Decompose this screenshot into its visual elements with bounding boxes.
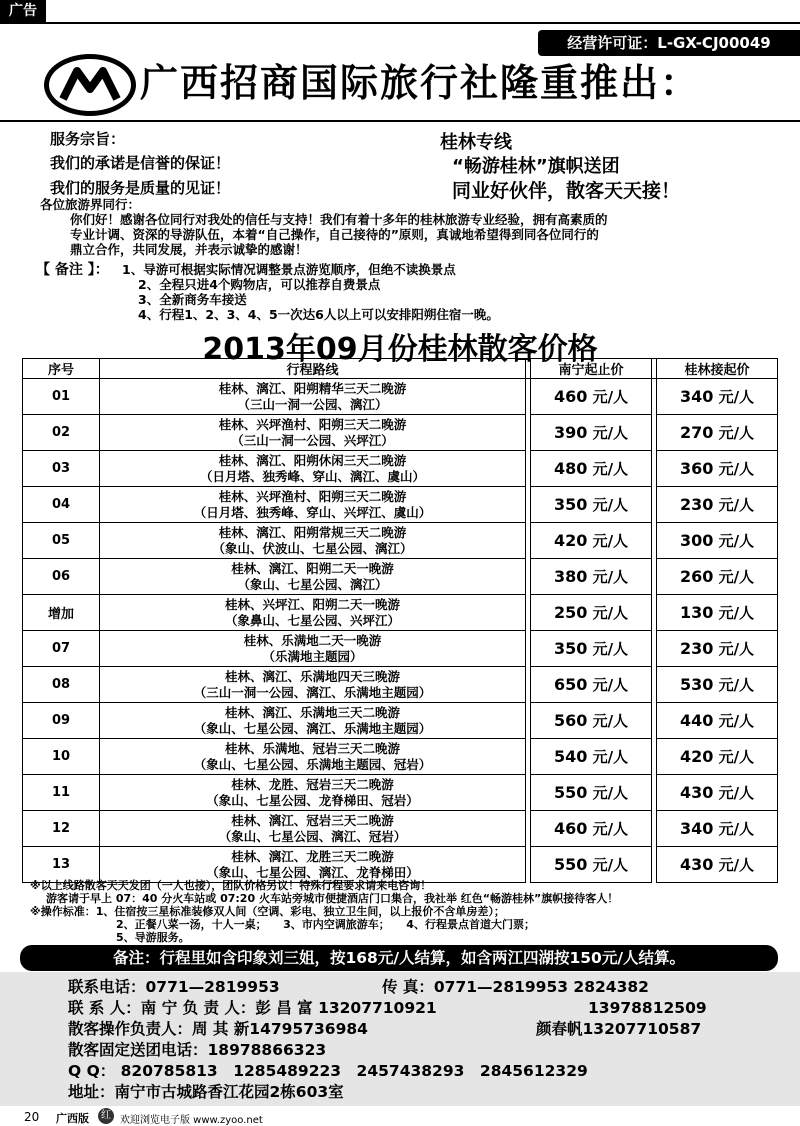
route-line-1: 桂林、乐满地、冠岩三天二晚游 bbox=[224, 740, 400, 756]
table-row bbox=[23, 775, 778, 811]
price-value: 340 bbox=[679, 819, 714, 838]
guilin-price bbox=[657, 811, 778, 847]
price-unit: 元/人 bbox=[713, 532, 755, 550]
nanning-price bbox=[531, 379, 652, 415]
route-line-1: 桂林、兴坪渔村、阳朔三天二晚游 bbox=[218, 416, 407, 432]
contact-fax: 传 真：0771—2819953 2824382 bbox=[382, 978, 649, 996]
price-value: 420 bbox=[679, 747, 714, 766]
row-route bbox=[100, 379, 526, 415]
price-table bbox=[22, 358, 778, 883]
route-line-1: 桂林、龙胜、冠岩三天二晚游 bbox=[231, 776, 394, 792]
route-line-2: （象山、七星公园、漓江） bbox=[237, 576, 388, 592]
table-header-row bbox=[23, 359, 778, 379]
top-bar bbox=[0, 0, 800, 24]
footnote-1: ※以上线路散客天天发团（一人也接），团队价格另议！特殊行程要求请来电咨询！ bbox=[30, 879, 432, 892]
price-title: 2013年09月份桂林散客价格 bbox=[202, 332, 598, 367]
guilin-price bbox=[657, 379, 778, 415]
row-number: 05 bbox=[23, 523, 100, 559]
guilin-price bbox=[657, 739, 778, 775]
route-line-1: 桂林、兴坪渔村、阳朔三天二晚游 bbox=[218, 488, 407, 504]
row-route bbox=[100, 667, 526, 703]
price-value: 480 bbox=[553, 459, 588, 478]
route-line-1: 桂林、兴坪江、阳朔二天一晚游 bbox=[224, 596, 400, 612]
route-line-1: 桂林、漓江、阳朔常规三天二晚游 bbox=[218, 524, 407, 540]
remark-bar: 备注：行程里如含印象刘三姐，按168元/人结算，如含两江四湖按150元/人结算。 bbox=[20, 945, 778, 971]
intro-line-1: 你们好！感谢各位同行对我处的信任与支持！我们有着十多年的桂林旅游专业经验，拥有高素质的 bbox=[70, 212, 608, 227]
route-line-2: （象鼻山、七星公园、兴坪江） bbox=[224, 612, 400, 628]
guilin-price bbox=[657, 703, 778, 739]
route-line-2: （三山一洞一公园、漓江） bbox=[237, 396, 388, 412]
table-row bbox=[23, 811, 778, 847]
table-row bbox=[23, 667, 778, 703]
price-unit: 元/人 bbox=[713, 460, 755, 478]
row-number: 08 bbox=[23, 667, 100, 703]
route-line-2: （日月塔、独秀峰、穿山、兴坪江、虞山） bbox=[193, 504, 432, 520]
header-nanning-price: 南宁起止价 bbox=[531, 359, 652, 379]
table-row bbox=[23, 415, 778, 451]
edition-label: 广西版 bbox=[56, 1112, 89, 1125]
row-route bbox=[100, 559, 526, 595]
header-guilin-price: 桂林接起价 bbox=[657, 359, 778, 379]
note-item-3: 3、全新商务车接送 bbox=[138, 292, 247, 307]
price-unit: 元/人 bbox=[587, 856, 629, 874]
notes-label: 【 备注 】： bbox=[36, 262, 109, 278]
table-row bbox=[23, 631, 778, 667]
price-unit: 元/人 bbox=[587, 712, 629, 730]
row-number: 11 bbox=[23, 775, 100, 811]
route-line-2: （象山、七星公园、漓江、冠岩） bbox=[218, 828, 407, 844]
price-unit: 元/人 bbox=[587, 676, 629, 694]
row-route bbox=[100, 631, 526, 667]
footnote-4: 2、正餐八菜一汤，十人一桌； 3、市内空调旅游车； 4、行程景点首道大门票； bbox=[116, 918, 535, 931]
price-unit: 元/人 bbox=[713, 676, 755, 694]
table-row bbox=[23, 595, 778, 631]
row-number: 03 bbox=[23, 451, 100, 487]
price-unit: 元/人 bbox=[587, 820, 629, 838]
route-line-1: 桂林、漓江、冠岩三天二晚游 bbox=[231, 812, 394, 828]
nanning-price bbox=[531, 451, 652, 487]
guilin-price bbox=[657, 775, 778, 811]
price-value: 550 bbox=[553, 855, 588, 874]
guilin-price bbox=[657, 595, 778, 631]
nanning-price bbox=[531, 703, 652, 739]
row-number: 09 bbox=[23, 703, 100, 739]
nanning-price bbox=[531, 667, 652, 703]
footnote-5: 5、导游服务。 bbox=[116, 931, 190, 944]
row-number: 12 bbox=[23, 811, 100, 847]
contact-operator-2: 颜春帆13207710587 bbox=[536, 1020, 702, 1038]
price-unit: 元/人 bbox=[587, 460, 629, 478]
guilin-price bbox=[657, 847, 778, 883]
table-row bbox=[23, 703, 778, 739]
ad-tag: 广告 bbox=[0, 0, 46, 22]
price-unit: 元/人 bbox=[713, 424, 755, 442]
price-value: 430 bbox=[679, 855, 714, 874]
slogan-line-1: 桂林专线 bbox=[440, 132, 512, 153]
nanning-price bbox=[531, 775, 652, 811]
intro-line-2: 专业计调、资深的导游队伍，本着“自己操作，自己接待的”原则，真诚地希望得到同各位同行的 bbox=[70, 227, 599, 242]
nanning-price bbox=[531, 739, 652, 775]
price-unit: 元/人 bbox=[713, 388, 755, 406]
route-line-1: 桂林、漓江、阳朔休闲三天二晚游 bbox=[218, 452, 407, 468]
price-unit: 元/人 bbox=[713, 712, 755, 730]
row-number: 07 bbox=[23, 631, 100, 667]
price-unit: 元/人 bbox=[587, 532, 629, 550]
table-row bbox=[23, 559, 778, 595]
price-value: 260 bbox=[679, 567, 714, 586]
row-route bbox=[100, 595, 526, 631]
license-badge: 经营许可证：L-GX-CJ00049 bbox=[538, 30, 800, 56]
guilin-price bbox=[657, 631, 778, 667]
route-line-1: 桂林、漓江、龙胜三天二晚游 bbox=[231, 848, 394, 864]
contact-address: 地址：南宁市古城路香江花园2栋603室 bbox=[68, 1083, 344, 1101]
price-value: 540 bbox=[553, 747, 588, 766]
price-unit: 元/人 bbox=[587, 640, 629, 658]
row-number: 10 bbox=[23, 739, 100, 775]
company-logo-icon bbox=[44, 54, 136, 116]
price-value: 460 bbox=[553, 387, 588, 406]
guilin-price bbox=[657, 451, 778, 487]
price-unit: 元/人 bbox=[587, 604, 629, 622]
price-unit: 元/人 bbox=[713, 640, 755, 658]
service-label: 服务宗旨： bbox=[50, 130, 126, 148]
route-line-2: （象山、伏波山、七星公园、漓江） bbox=[212, 540, 413, 556]
route-line-2: （三山一洞一公园、漓江、乐满地主题园） bbox=[193, 684, 432, 700]
edition-badge-icon: 红 bbox=[98, 1108, 114, 1124]
guilin-price bbox=[657, 559, 778, 595]
slogan-line-2: “畅游桂林”旗帜送团 bbox=[452, 156, 620, 177]
row-route bbox=[100, 739, 526, 775]
row-route bbox=[100, 415, 526, 451]
slogan-line-3: 同业好伙伴，散客天天接！ bbox=[452, 180, 681, 202]
contact-person-phone2: 13978812509 bbox=[588, 999, 707, 1017]
table-row bbox=[23, 739, 778, 775]
nanning-price bbox=[531, 559, 652, 595]
row-route bbox=[100, 523, 526, 559]
row-route bbox=[100, 451, 526, 487]
price-value: 350 bbox=[553, 639, 588, 658]
guilin-price bbox=[657, 523, 778, 559]
nanning-price bbox=[531, 523, 652, 559]
footnote-2: 游客请于早上 07：40 分火车站或 07:20 火车站旁城市便捷酒店门口集合，我社举 红色“畅游桂林”旗帜接待客人！ bbox=[46, 892, 619, 905]
price-unit: 元/人 bbox=[587, 388, 629, 406]
header-route: 行程路线 bbox=[100, 359, 526, 379]
route-line-2: （象山、七星公园、乐满地主题园、冠岩） bbox=[193, 756, 432, 772]
nanning-price bbox=[531, 415, 652, 451]
price-value: 230 bbox=[679, 495, 714, 514]
note-item-1: 1、导游可根据实际情况调整景点游览顺序，但绝不读换景点 bbox=[122, 262, 456, 277]
nanning-price bbox=[531, 595, 652, 631]
route-line-1: 桂林、漓江、阳朔二天一晚游 bbox=[231, 560, 394, 576]
route-line-2: （三山一洞一公园、兴坪江） bbox=[231, 432, 394, 448]
service-line-2: 我们的服务是质量的见证！ bbox=[50, 179, 231, 197]
route-line-2: （象山、七星公园、龙脊梯田、冠岩） bbox=[206, 792, 419, 808]
price-value: 560 bbox=[553, 711, 588, 730]
row-number: 06 bbox=[23, 559, 100, 595]
guilin-price bbox=[657, 415, 778, 451]
contact-person: 联 系 人：南 宁 负 责 人：彭 昌 富 13207710921 bbox=[68, 999, 437, 1017]
contact-fixed-phone: 散客固定送团电话：18978866323 bbox=[68, 1041, 327, 1059]
price-unit: 元/人 bbox=[587, 496, 629, 514]
price-value: 650 bbox=[553, 675, 588, 694]
nanning-price bbox=[531, 811, 652, 847]
price-unit: 元/人 bbox=[713, 784, 755, 802]
nanning-price bbox=[531, 847, 652, 883]
price-value: 380 bbox=[553, 567, 588, 586]
route-line-1: 桂林、漓江、阳朔精华三天二晚游 bbox=[218, 380, 407, 396]
nanning-price bbox=[531, 631, 652, 667]
guilin-price bbox=[657, 487, 778, 523]
price-unit: 元/人 bbox=[713, 748, 755, 766]
table-row bbox=[23, 379, 778, 415]
row-number: 13 bbox=[23, 847, 100, 883]
price-value: 360 bbox=[679, 459, 714, 478]
price-value: 340 bbox=[679, 387, 714, 406]
route-line-2: （象山、七星公园、漓江、乐满地主题园） bbox=[193, 720, 432, 736]
guilin-price bbox=[657, 667, 778, 703]
route-line-1: 桂林、漓江、乐满地三天二晚游 bbox=[224, 704, 400, 720]
price-value: 440 bbox=[679, 711, 714, 730]
route-line-1: 桂林、漓江、乐满地四天三晚游 bbox=[224, 668, 400, 684]
price-unit: 元/人 bbox=[587, 424, 629, 442]
table-row bbox=[23, 487, 778, 523]
table-row bbox=[23, 847, 778, 883]
row-route bbox=[100, 811, 526, 847]
price-unit: 元/人 bbox=[713, 856, 755, 874]
page-footer bbox=[0, 1108, 800, 1126]
footnote-3: ※操作标准：1、住宿按三星标准装修双人间（空调、彩电、独立卫生间，以上报价不含单房差）； bbox=[30, 905, 505, 918]
route-line-2: （日月塔、独秀峰、穿山、漓江、虞山） bbox=[199, 468, 425, 484]
row-route bbox=[100, 487, 526, 523]
price-value: 350 bbox=[553, 495, 588, 514]
site-link[interactable]: 欢迎浏览电子版 www.zyoo.net bbox=[120, 1115, 263, 1126]
row-number: 02 bbox=[23, 415, 100, 451]
intro-line-3: 鼎立合作，共同发展，并表示诚挚的感谢！ bbox=[70, 242, 308, 257]
price-value: 430 bbox=[679, 783, 714, 802]
price-unit: 元/人 bbox=[713, 604, 755, 622]
price-unit: 元/人 bbox=[713, 820, 755, 838]
price-value: 130 bbox=[679, 603, 714, 622]
price-value: 420 bbox=[553, 531, 588, 550]
price-value: 300 bbox=[679, 531, 714, 550]
price-value: 390 bbox=[553, 423, 588, 442]
header-no: 序号 bbox=[23, 359, 100, 379]
contact-phone: 联系电话：0771—2819953 bbox=[68, 978, 280, 996]
row-number: 增加 bbox=[23, 595, 100, 631]
row-route bbox=[100, 703, 526, 739]
price-unit: 元/人 bbox=[713, 568, 755, 586]
price-unit: 元/人 bbox=[587, 748, 629, 766]
route-line-2: （象山、七星公园、漓江、龙脊梯田） bbox=[206, 864, 419, 880]
price-value: 530 bbox=[679, 675, 714, 694]
contact-qq: Q Q： 820785813 1285489223 2457438293 2845612329 bbox=[68, 1062, 588, 1080]
contact-operator: 散客操作负责人：周 其 新14795736984 bbox=[68, 1020, 368, 1038]
row-route bbox=[100, 847, 526, 883]
route-line-2: （乐满地主题园） bbox=[262, 648, 363, 664]
row-number: 04 bbox=[23, 487, 100, 523]
table-row bbox=[23, 451, 778, 487]
price-value: 230 bbox=[679, 639, 714, 658]
price-unit: 元/人 bbox=[587, 784, 629, 802]
price-unit: 元/人 bbox=[713, 496, 755, 514]
price-value: 550 bbox=[553, 783, 588, 802]
intro-greeting: 各位旅游界同行： bbox=[40, 197, 141, 212]
price-value: 250 bbox=[553, 603, 588, 622]
page-number: 20 bbox=[24, 1110, 40, 1124]
route-line-1: 桂林、乐满地二天一晚游 bbox=[243, 632, 382, 648]
note-item-4: 4、行程1、2、3、4、5一次达6人以上可以安排阳朔住宿一晚。 bbox=[138, 307, 499, 322]
price-unit: 元/人 bbox=[587, 568, 629, 586]
row-number: 01 bbox=[23, 379, 100, 415]
company-title: 广西招商国际旅行社隆重推出： bbox=[140, 61, 701, 105]
table-row bbox=[23, 523, 778, 559]
service-line-1: 我们的承诺是信誉的保证！ bbox=[50, 154, 231, 172]
row-route bbox=[100, 775, 526, 811]
note-item-2: 2、全程只进4个购物店，可以推荐自费景点 bbox=[138, 277, 381, 292]
nanning-price bbox=[531, 487, 652, 523]
price-value: 270 bbox=[679, 423, 714, 442]
price-value: 460 bbox=[553, 819, 588, 838]
